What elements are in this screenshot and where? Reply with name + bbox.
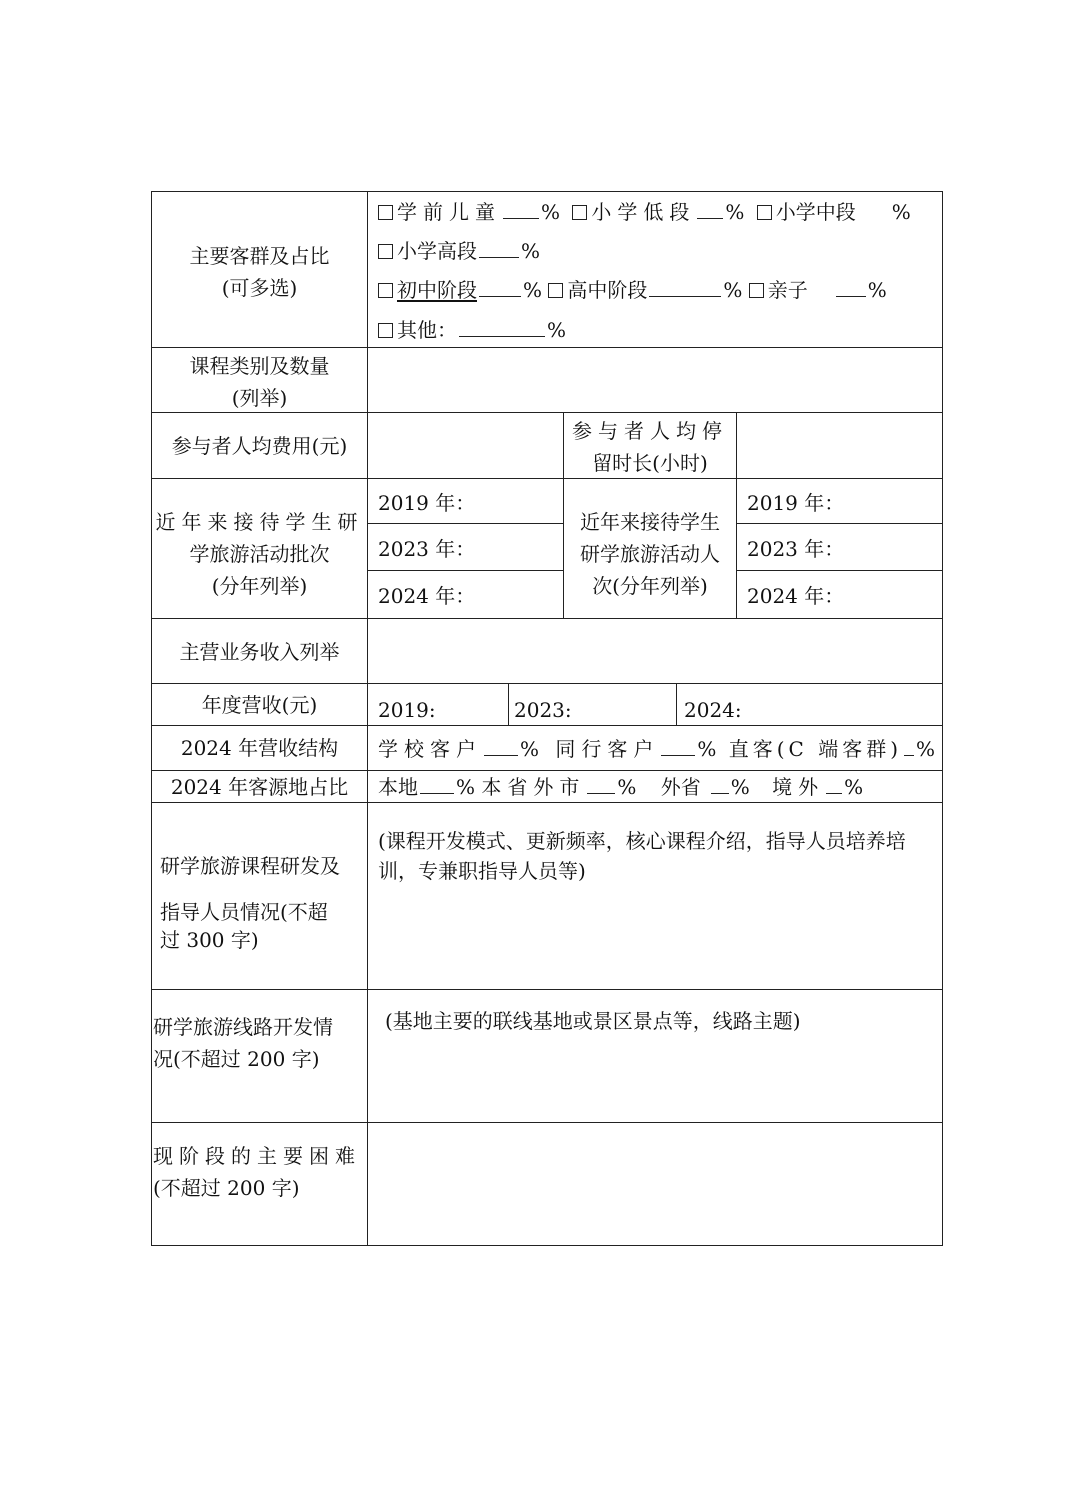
checkbox-parent-child[interactable] — [749, 283, 764, 298]
checkbox-preschool[interactable] — [378, 205, 393, 220]
senior-high-pct-blank[interactable] — [649, 276, 721, 297]
parent-child-pct-blank[interactable] — [836, 276, 866, 297]
checkbox-primary-middle[interactable] — [757, 205, 772, 220]
route-label: 研学旅游线路开发情 况(不超过 200 字) — [153, 1015, 333, 1071]
origin-fields: 本地 % 本省外市 % 外省 % 境外 % — [378, 775, 864, 799]
checkbox-primary-upper[interactable] — [378, 244, 393, 259]
route-hint: (基地主要的联线基地或景区景点等，线路主题) — [385, 1009, 801, 1033]
groups-options-line2: 小学高段 % — [378, 235, 540, 267]
groups-options-line3: 初中阶段 % 高中阶段 % 亲子 % — [378, 274, 887, 306]
peer-pct-blank[interactable] — [661, 735, 695, 756]
rnd-hint: (课程开发模式、更新频率，核心课程介绍，指导人员培养培 训，专兼职指导人员等) — [378, 829, 906, 883]
groups-options-line1: 学前儿童 % 小学低段 % 小学中段 % — [378, 196, 911, 228]
courses-input[interactable] — [368, 348, 942, 412]
groups-options-line4: 其他： % — [378, 314, 566, 346]
batches-2023-field[interactable]: 2023 年： — [378, 537, 476, 561]
difficulty-label: 现阶段的主要困难 (不超过 200 字) — [153, 1144, 361, 1200]
other-pct-blank[interactable] — [459, 316, 545, 337]
batches-label: 近年来接待学生研 学旅游活动批次 (分年列举) — [155, 510, 364, 598]
people-2019-field[interactable]: 2019 年： — [747, 491, 845, 515]
primary-upper-pct-blank[interactable] — [479, 237, 519, 258]
income-input[interactable] — [368, 619, 942, 683]
route-input[interactable] — [368, 1040, 942, 1120]
checkbox-primary-lower[interactable] — [572, 205, 587, 220]
abroad-pct-blank[interactable] — [826, 773, 842, 794]
checkbox-junior-high[interactable] — [378, 283, 393, 298]
primary-lower-pct-blank[interactable] — [697, 198, 723, 219]
direct-pct-blank[interactable] — [904, 735, 914, 756]
cost-input[interactable] — [368, 413, 563, 478]
income-label: 主营业务收入列举 — [179, 640, 340, 664]
school-pct-blank[interactable] — [484, 735, 518, 756]
rnd-input[interactable] — [368, 890, 942, 988]
groups-label: 主要客群及占比 (可多选) — [189, 244, 330, 300]
people-2023-field[interactable]: 2023 年： — [747, 537, 845, 561]
stay-input[interactable] — [737, 413, 942, 478]
local-pct-blank[interactable] — [420, 773, 454, 794]
stay-label: 参与者人均停 留时长(小时) — [572, 419, 728, 475]
rnd-label: 研学旅游课程研发及 指导人员情况(不超 过 300 字) — [160, 854, 340, 952]
structure-fields: 学校客户 % 同行客户 % 直客(C 端客群) % — [378, 737, 936, 761]
checkbox-other[interactable] — [378, 323, 393, 338]
other-province-pct-blank[interactable] — [711, 773, 729, 794]
revenue-label: 年度营收(元) — [201, 693, 318, 717]
difficulty-input[interactable] — [368, 1123, 942, 1244]
batches-2024-field[interactable]: 2024 年： — [378, 584, 476, 608]
people-label: 近年来接待学生 研学旅游活动人 次(分年列举) — [580, 510, 720, 598]
people-2024-field[interactable]: 2024 年： — [747, 584, 845, 608]
structure-label: 2024 年营收结构 — [180, 736, 339, 760]
province-pct-blank[interactable] — [587, 773, 615, 794]
junior-high-pct-blank[interactable] — [479, 276, 521, 297]
revenue-2019-field[interactable]: 2019: — [378, 698, 436, 722]
revenue-2024-field[interactable]: 2024: — [684, 698, 742, 722]
origin-label: 2024 年客源地占比 — [170, 775, 349, 799]
cost-label: 参与者人均费用(元) — [171, 434, 348, 458]
revenue-2023-field[interactable]: 2023: — [514, 698, 572, 722]
checkbox-senior-high[interactable] — [548, 283, 563, 298]
preschool-pct-blank[interactable] — [503, 198, 539, 219]
batches-2019-field[interactable]: 2019 年： — [378, 491, 476, 515]
courses-label: 课程类别及数量 (列举) — [189, 354, 330, 410]
